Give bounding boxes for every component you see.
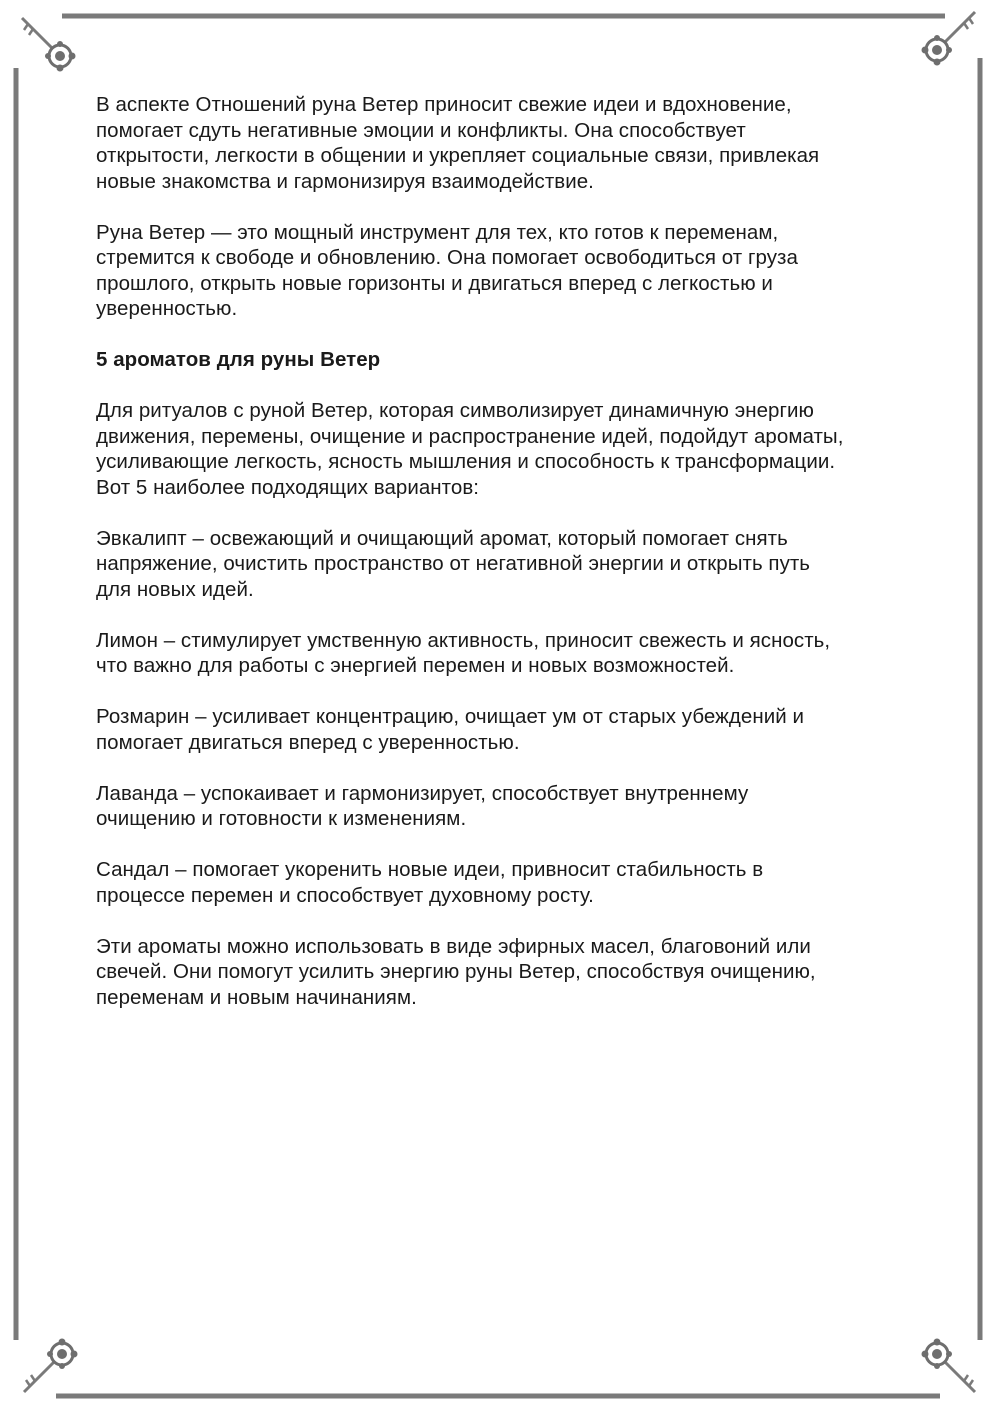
text-line: свечей. Они помогут усилить энергию руны Ветер, способствуя очищению, [96, 960, 816, 983]
corner-ornament-top-left [22, 18, 76, 72]
text-line: стремится к свободе и обновлению. Она помогает освободиться от груза [96, 246, 798, 269]
text-line: Эти ароматы можно использовать в виде эфирных масел, благовоний или [96, 934, 811, 958]
document-body [96, 92, 906, 1036]
text-line: прошлого, открыть новые горизонты и двигаться вперед с легкостью и [96, 271, 773, 295]
text-line: переменам и новым начинаниям. [96, 985, 417, 1009]
text-line: усиливающие легкость, ясность мышления и способность к трансформации. [96, 450, 836, 473]
body-paragraph [96, 857, 906, 908]
text-line: напряжение, очистить пространство от негативной энергии и открыть путь [96, 552, 811, 575]
text-line: открытости, легкости в общении и укрепляет социальные связи, привлекая [96, 144, 820, 167]
text-line: Лаванда – успокаивает и гармонизирует, способствует внутреннему [96, 781, 749, 805]
body-paragraph [96, 781, 906, 832]
section-heading [96, 347, 906, 373]
text-line: Эвкалипт – освежающий и очищающий аромат, который помогает снять [96, 526, 788, 550]
text-line: 5 ароматов для руны Ветер [96, 348, 381, 371]
text-line: что важно для работы с энергией перемен и новых возможностей. [96, 654, 735, 677]
text-line: Лимон – стимулирует умственную активность, приносит свежесть и ясность, [96, 628, 831, 652]
body-paragraph [96, 704, 906, 755]
text-line: Розмарин – усиливает концентрацию, очищает ум от старых убеждений и [96, 705, 804, 728]
text-line: Руна Ветер — это мощный инструмент для тех, кто готов к переменам, [96, 220, 779, 244]
body-paragraph [96, 934, 906, 1011]
corner-ornament-bottom-left [24, 1339, 78, 1393]
text-line: Сандал – помогает укоренить новые идеи, привносит стабильность в [96, 858, 764, 881]
body-paragraph [96, 526, 906, 603]
text-line: новые знакомства и гармонизируя взаимодействие. [96, 169, 594, 193]
body-paragraph [96, 92, 906, 194]
body-paragraph [96, 398, 906, 500]
text-line: помогает двигаться вперед с уверенностью. [96, 730, 520, 754]
text-line: В аспекте Отношений руна Ветер приносит свежие идеи и вдохновение, [96, 93, 792, 116]
text-line: для новых идей. [96, 577, 254, 601]
corner-ornament-top-right [922, 12, 976, 66]
text-line: помогает сдуть негативные эмоции и конфликты. Она способствует [96, 118, 746, 142]
text-line: процессе перемен и способствует духовному росту. [96, 883, 594, 907]
text-line: уверенностью. [96, 297, 238, 320]
text-line: Вот 5 наиболее подходящих вариантов: [96, 475, 480, 499]
body-paragraph [96, 628, 906, 679]
text-line: движения, перемены, очищение и распространение идей, подойдут ароматы, [96, 424, 844, 448]
body-paragraph [96, 220, 906, 322]
text-line: очищению и готовности к изменениям. [96, 807, 467, 830]
text-line: Для ритуалов с руной Ветер, которая символизирует динамичную энергию [96, 399, 814, 422]
corner-ornament-bottom-right [922, 1339, 976, 1393]
